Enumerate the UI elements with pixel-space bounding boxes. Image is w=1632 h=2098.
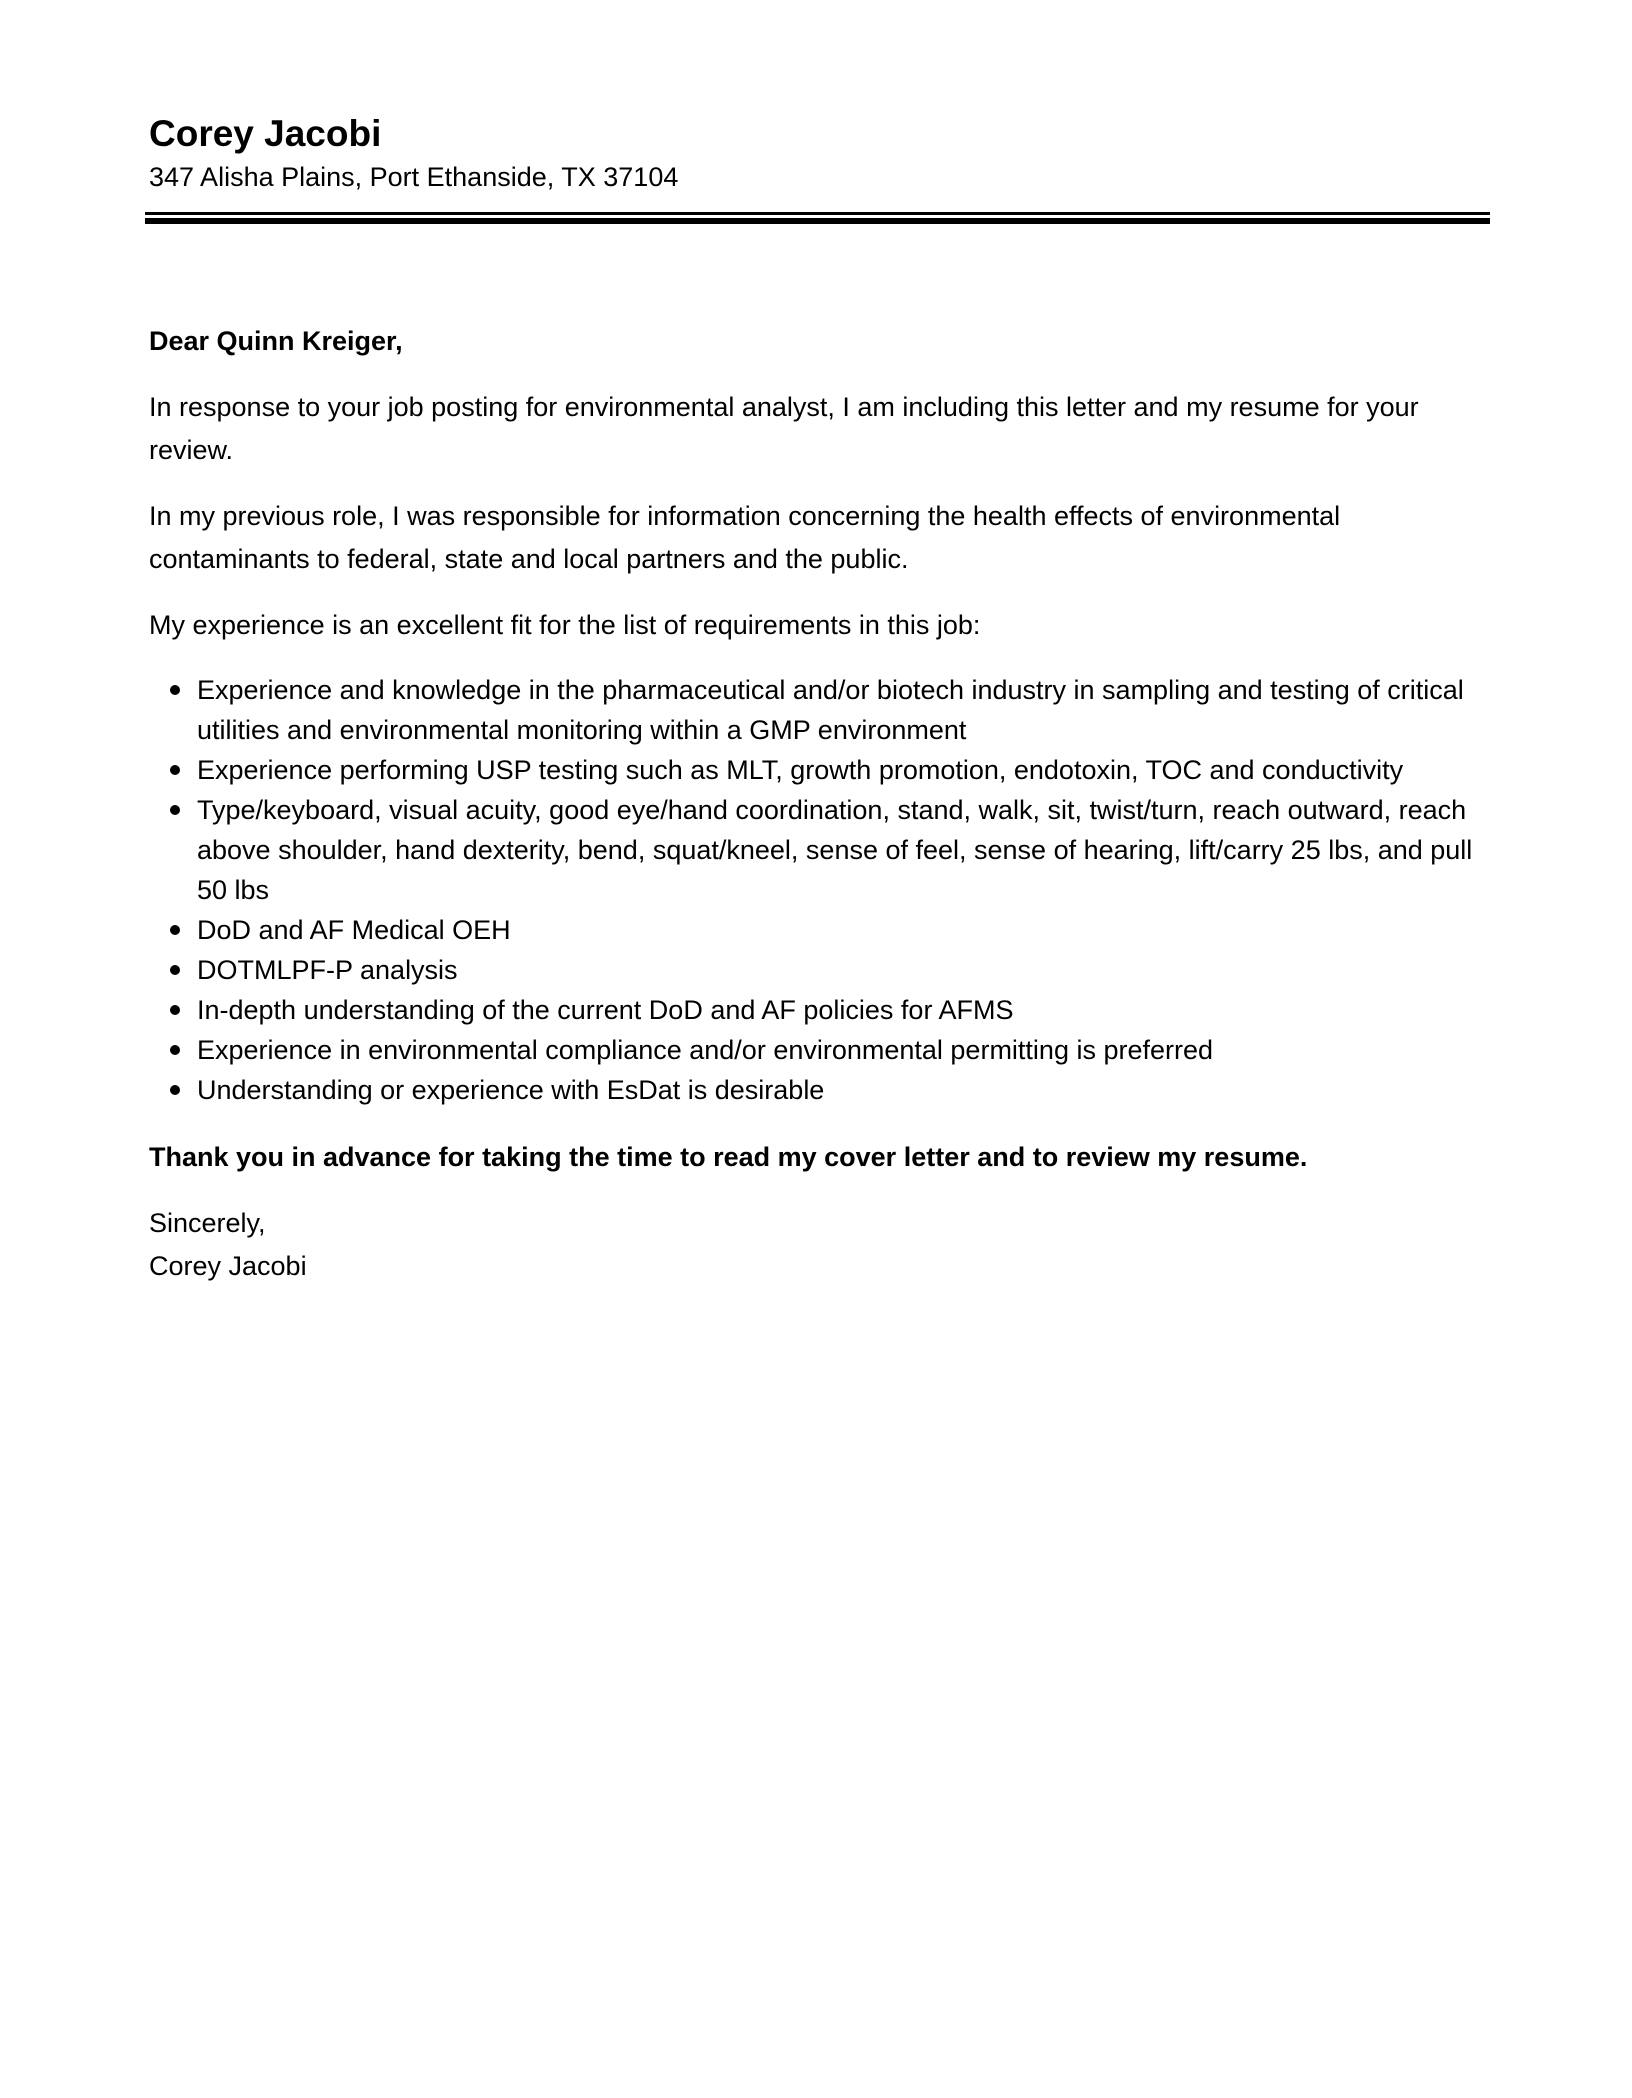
bullet-icon [170,1045,180,1055]
list-item [197,670,1489,750]
list-item-text: DOTMLPF-P analysis [197,955,458,985]
list-item [197,910,1489,950]
list-item [197,950,1489,990]
bullet-icon [170,685,180,695]
list-item [197,790,1489,910]
requirements-list [149,670,1489,1110]
sender-address: 347 Alisha Plains, Port Ethanside, TX 37104 [149,162,679,192]
list-item-text: Experience and knowledge in the pharmaceutical and/or biotech industry in sampling and testing of critical utilities and environmental monitoring within a GMP environment [197,675,1464,745]
list-item-text: Understanding or experience with EsDat is desirable [197,1075,825,1105]
paragraph-previous-role: In my previous role, I was responsible for information concerning the health effects of environmental contaminants to federal, state and local partners and the public. [149,501,1341,574]
bullet-icon [170,1005,180,1015]
sender-name: Corey Jacobi [149,113,382,154]
bullet-icon [170,965,180,975]
closing-statement: Thank you in advance for taking the time to read my cover letter and to review my resume. [149,1142,1308,1172]
list-item-text: In-depth understanding of the current DoD and AF policies for AFMS [197,995,1014,1025]
header-divider [145,212,1490,224]
list-item-text: Type/keyboard, visual acuity, good eye/hand coordination, stand, walk, sit, twist/turn, reach outward, reach above shoulder, hand dexterity, bend, squat/kneel, sense of feel, sense of hearing, lift/carry 25 lbs, and pull 50 lbs [197,795,1473,905]
list-item-text: Experience in environmental compliance and/or environmental permitting is preferred [197,1035,1214,1065]
list-item [197,1030,1489,1070]
paragraph-intro: In response to your job posting for environmental analyst, I am including this letter and my resume for your review. [149,392,1419,465]
letter-body [149,320,1489,1288]
salutation: Dear Quinn Kreiger, [149,326,403,356]
list-item-text: Experience performing USP testing such as MLT, growth promotion, endotoxin, TOC and conductivity [197,755,1404,785]
bullet-icon [170,765,180,775]
bullet-icon [170,805,180,815]
list-item [197,750,1489,790]
list-item-text: DoD and AF Medical OEH [197,915,511,945]
list-item [197,990,1489,1030]
paragraph-experience: My experience is an excellent fit for the list of requirements in this job: [149,610,981,640]
signoff: Sincerely, [149,1208,266,1238]
bullet-icon [170,1085,180,1095]
list-item [197,1070,1489,1110]
letter-header [149,110,1489,196]
bullet-icon [170,925,180,935]
signature-name: Corey Jacobi [149,1251,307,1281]
